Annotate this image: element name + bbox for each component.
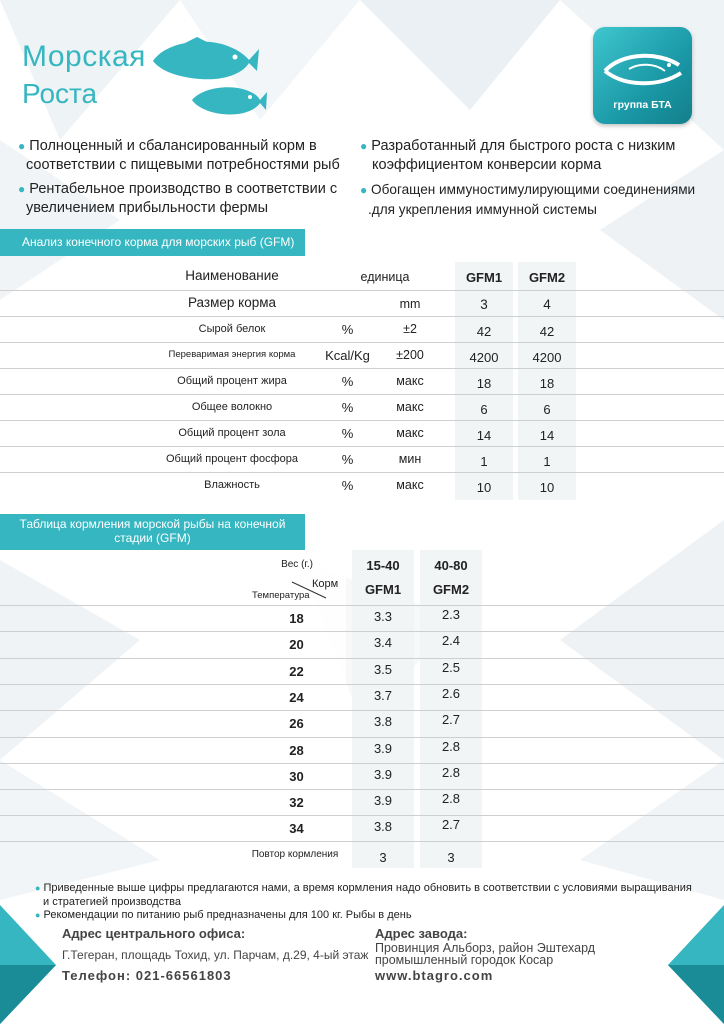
bullet-icon: ● — [360, 139, 368, 153]
divider — [0, 472, 724, 473]
feeding-title-line1: Таблица кормления морской рыбы на конечной — [19, 517, 286, 531]
feature-text: соответствии с пищевыми потребностями рыб — [26, 157, 340, 173]
divider — [0, 789, 724, 790]
note-item — [35, 909, 715, 923]
analysis-row-name: Переваримая энергия корма — [168, 349, 296, 360]
analysis-row-unit: % — [341, 452, 354, 467]
feeding-row-gfm2: 2.5 — [441, 660, 461, 675]
feeding-row-gfm2: 2.8 — [441, 765, 461, 780]
office-phone: Телефон: 021-66561803 — [62, 968, 232, 983]
analysis-row-tolerance: макс — [396, 374, 424, 388]
analysis-row-gfm2: 6 — [543, 402, 551, 417]
feeding-row-temp: 24 — [289, 690, 304, 705]
feeding-row-temp: 34 — [289, 821, 304, 836]
analysis-row-gfm1: 14 — [476, 428, 492, 443]
analysis-row-tolerance: мин — [398, 452, 422, 466]
feeding-repeat-label: Повтор кормления — [251, 849, 339, 860]
analysis-row-gfm2: 4200 — [532, 350, 562, 365]
feeding-gfm2-label: GFM2 — [432, 582, 470, 597]
feeding-row-gfm2: 2.7 — [441, 712, 461, 727]
analysis-header-gfm1: GFM1 — [465, 270, 503, 285]
divider — [0, 446, 724, 447]
divider — [0, 290, 724, 291]
analysis-row-gfm1: 18 — [476, 376, 492, 391]
factory-address-line2: промышленный городок Косар — [375, 953, 554, 967]
page-title-line2: Роста — [22, 78, 98, 109]
divider — [0, 342, 724, 343]
divider — [0, 658, 724, 659]
feeding-row-gfm1: 3.7 — [373, 688, 393, 703]
divider — [0, 605, 724, 606]
factory-address-line1: Провинция Альборз, район Эштехард — [375, 941, 596, 955]
analysis-header-unit: единица — [360, 270, 410, 284]
analysis-row-tolerance: макс — [396, 478, 424, 492]
analysis-row-unit: % — [341, 400, 354, 415]
feeding-feed-label: Корм — [312, 578, 339, 590]
feeding-row-gfm2: 2.7 — [441, 817, 461, 832]
footer-right-decoration — [664, 905, 724, 1024]
analysis-row-unit: % — [341, 322, 354, 337]
divider — [0, 710, 724, 711]
analysis-header-gfm2: GFM2 — [528, 270, 566, 285]
analysis-row-gfm1: 6 — [480, 402, 488, 417]
analysis-row-name: Общий процент зола — [178, 427, 286, 439]
analysis-row-gfm2: 1 — [543, 454, 551, 469]
analysis-row-tolerance: ±2 — [403, 322, 417, 336]
divider — [0, 737, 724, 738]
analysis-size-gfm1: 3 — [480, 297, 488, 312]
feature-text: Обогащен иммуностимулирующими соединениями — [371, 182, 696, 197]
note-text: и стратегией производства — [43, 895, 182, 908]
divider — [0, 684, 724, 685]
feeding-row-gfm1: 3.3 — [373, 609, 393, 624]
divider — [0, 841, 724, 842]
factory-title: Адрес завода: — [375, 926, 468, 941]
feeding-row-gfm2: 2.3 — [441, 607, 461, 622]
feeding-row-gfm2: 2.4 — [441, 633, 461, 648]
bullet-icon: ● — [18, 182, 26, 196]
analysis-row-gfm2: 18 — [539, 376, 555, 391]
note-item — [35, 882, 715, 909]
analysis-row-gfm1: 42 — [476, 324, 492, 339]
feature-text: коэффициентом конверсии корма — [372, 157, 602, 173]
bullet-icon: ● — [35, 910, 41, 920]
feeding-row-temp: 18 — [289, 611, 304, 626]
analysis-row-tolerance: макс — [396, 400, 424, 414]
analysis-row-unit: % — [341, 374, 354, 389]
divider — [0, 815, 724, 816]
fish-icon — [145, 35, 260, 85]
analysis-size-gfm2: 4 — [543, 297, 551, 312]
bullet-icon: ● — [35, 883, 41, 893]
note-text: Приведенные выше цифры предлагаются нами, а время кормления надо обновить в соответствии с условиями выращивания — [43, 882, 692, 894]
bullet-icon: ● — [18, 139, 26, 153]
analysis-row-unit: Kcal/Kg — [325, 348, 370, 363]
feeding-row-gfm2: 2.8 — [441, 791, 461, 806]
feeding-title — [0, 514, 305, 550]
feeding-row-gfm1: 3.8 — [373, 714, 393, 729]
analysis-row-gfm1: 4200 — [469, 350, 499, 365]
feeding-row-temp: 32 — [289, 795, 304, 810]
website-link[interactable]: www.btagro.com — [375, 968, 494, 983]
analysis-row-gfm2: 42 — [539, 324, 555, 339]
factory-address — [375, 942, 595, 966]
office-title: Адрес центрального офиса: — [62, 926, 246, 941]
analysis-row-name: Общее волокно — [191, 401, 273, 413]
analysis-title: Анализ конечного корма для морских рыб (GFM) — [0, 229, 305, 256]
feeding-row-temp: 20 — [289, 637, 304, 652]
feature-item — [18, 137, 363, 175]
feeding-row-temp: 28 — [289, 743, 304, 758]
divider — [0, 420, 724, 421]
analysis-size-unit: mm — [399, 297, 421, 311]
analysis-row-gfm2: 10 — [539, 480, 555, 495]
analysis-row-gfm1: 10 — [476, 480, 492, 495]
feeding-row-temp: 22 — [289, 664, 304, 679]
feeding-row-gfm1: 3.9 — [373, 793, 393, 808]
feature-text: .для укрепления иммунной системы — [368, 202, 597, 217]
divider — [0, 631, 724, 632]
feature-item — [18, 180, 363, 218]
logo-text: группа БТА — [613, 99, 672, 111]
feeding-row-gfm1: 3.4 — [373, 635, 393, 650]
note-text: Рекомендации по питанию рыб предназначены для 100 кг. Рыбы в день — [43, 909, 412, 921]
feature-text: Разработанный для быстрого роста с низким — [371, 138, 676, 154]
office-address: Г.Тегеран, площадь Тохид, ул. Парчам, д.29, 4-ый этаж — [62, 948, 369, 962]
analysis-row-name: Влажность — [204, 479, 260, 491]
feeding-row-gfm2: 2.8 — [441, 739, 461, 754]
feeding-row-gfm2: 2.6 — [441, 686, 461, 701]
feeding-repeat2: 3 — [447, 850, 455, 865]
divider — [0, 763, 724, 764]
feature-item — [360, 180, 722, 219]
feeding-title-line2: стадии (GFM) — [114, 531, 191, 545]
fish-small-icon — [188, 82, 268, 118]
feeding-weight2: 40-80 — [434, 558, 468, 573]
feeding-row-gfm1: 3.8 — [373, 819, 393, 834]
feeding-row-gfm1: 3.5 — [373, 662, 393, 677]
feeding-repeat1: 3 — [379, 850, 387, 865]
company-logo — [593, 27, 692, 124]
feeding-row-gfm1: 3.9 — [373, 741, 393, 756]
analysis-row-unit: % — [341, 478, 354, 493]
feeding-row-temp: 26 — [289, 716, 304, 731]
analysis-row-gfm2: 14 — [539, 428, 555, 443]
feeding-row-gfm1: 3.9 — [373, 767, 393, 782]
footer-left-decoration — [0, 905, 60, 1024]
analysis-row-unit: % — [341, 426, 354, 441]
feature-text: увеличением прибыльности фермы — [26, 200, 269, 216]
analysis-row-tolerance: макс — [396, 426, 424, 440]
divider — [0, 368, 724, 369]
page-title-line1: Морская — [22, 40, 146, 73]
analysis-size-name: Размер корма — [187, 295, 276, 310]
divider — [0, 394, 724, 395]
analysis-row-tolerance: ±200 — [396, 348, 424, 362]
feeding-row-temp: 30 — [289, 769, 304, 784]
feeding-weight-label: Вес (г.) — [281, 559, 313, 570]
analysis-row-gfm1: 1 — [480, 454, 488, 469]
feeding-temp-label: Температура — [252, 590, 310, 601]
analysis-row-name: Сырой белок — [198, 323, 266, 335]
feeding-gfm1-label: GFM1 — [364, 582, 402, 597]
analysis-header-name: Наименование — [185, 268, 279, 283]
feeding-weight1: 15-40 — [366, 558, 400, 573]
analysis-row-name: Общий процент фосфора — [166, 453, 298, 465]
bullet-icon: ● — [360, 183, 368, 197]
divider — [0, 316, 724, 317]
feature-text: Рентабельное производство в соответствии с — [29, 181, 338, 197]
feature-item — [360, 137, 720, 175]
analysis-row-name: Общий процент жира — [177, 375, 287, 387]
feature-text: Полноценный и сбалансированный корм в — [29, 138, 317, 154]
logo-fish-icon — [599, 45, 686, 95]
